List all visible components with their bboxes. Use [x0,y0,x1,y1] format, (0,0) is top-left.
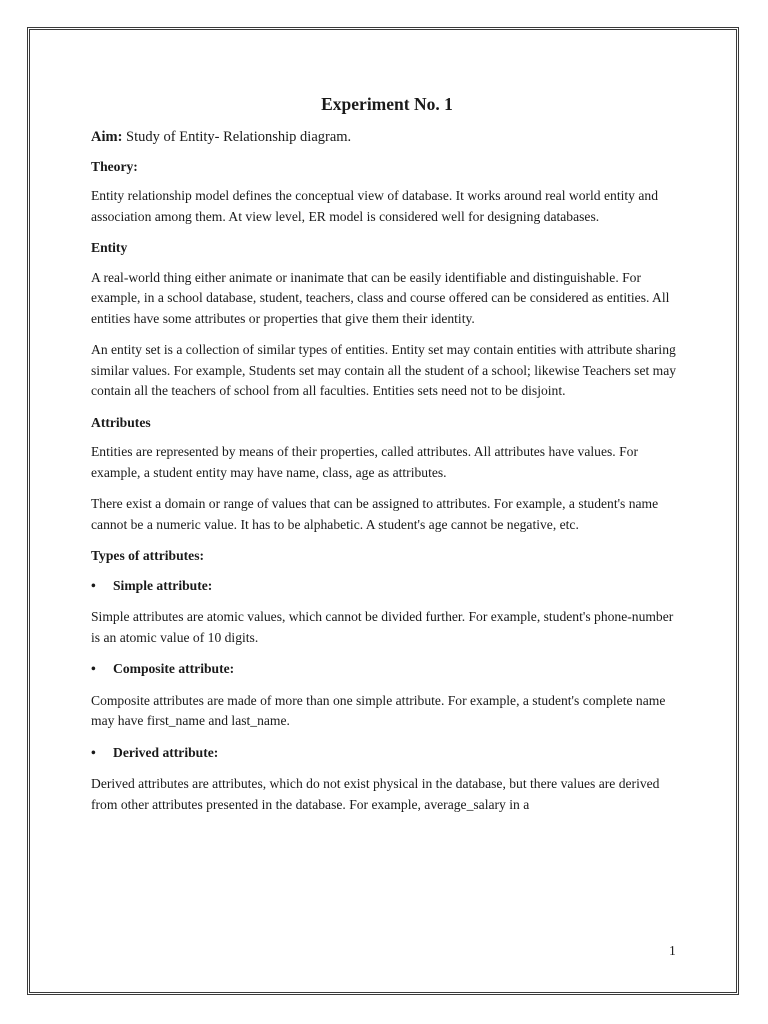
document-body [91,93,683,826]
document-title: Experiment No. 1 [321,94,453,114]
bullet-simple-attribute [91,576,683,597]
attributes-paragraph-1: Entities are represented by means of their properties, called attributes. All attributes have values. For example, a student entity may have name, class, age as attributes. [91,444,638,480]
bullet-dot: • [91,744,96,760]
aim-text: Study of Entity- Relationship diagram. [122,129,352,145]
bullet-composite-attribute [91,659,683,680]
attributes-paragraph-2: There exist a domain or range of values that can be assigned to attributes. For example, a student's name cannot be a numeric value. It has to be alphabetic. A student's age cannot be negative, etc. [91,496,659,532]
bullet-derived-attribute [91,743,683,764]
theory-paragraph: Entity relationship model defines the conceptual view of database. It works around real world entity and association among them. At view level, ER model is considered well for designing databases. [91,188,658,224]
entity-paragraph-2: An entity set is a collection of similar types of entities. Entity set may contain entities with attribute sharing similar values. For example, Students set may contain all the student of a school; likewise Teachers set may contain all the teachers of school from all faculties. Entities sets need not to be disjoint. [91,342,677,398]
page-number: 1 [669,943,676,958]
entity-paragraph-1: A real-world thing either animate or inanimate that can be easily identifiable and distinguishable. For example, in a school database, student, teachers, class and course offered can be considered as entities. All entities have some attributes or properties that give them their identity. [91,269,670,326]
attributes-heading: Attributes [91,414,151,430]
theory-heading: Theory: [91,158,138,174]
simple-attribute-heading: Simple attribute: [113,577,213,593]
aim-label: Aim: [91,129,123,145]
simple-attribute-paragraph: Simple attributes are atomic values, which cannot be divided further. For example, student's phone-number is an atomic value of 10 digits. [91,609,674,645]
bullet-dot: • [91,577,96,593]
bullet-dot: • [91,661,96,676]
derived-attribute-paragraph: Derived attributes are attributes, which do not exist physical in the database, but there values are derived from other attributes presented in the database. For example, average_salary in a [91,776,660,812]
composite-attribute-paragraph: Composite attributes are made of more than one simple attribute. For example, a student's complete name may have first_name and last_name. [91,692,666,728]
composite-attribute-heading: Composite attribute: [113,661,235,676]
types-of-attributes-heading: Types of attributes: [91,548,205,563]
entity-heading: Entity [91,240,128,255]
derived-attribute-heading: Derived attribute: [113,744,219,760]
aim-line [91,127,683,148]
